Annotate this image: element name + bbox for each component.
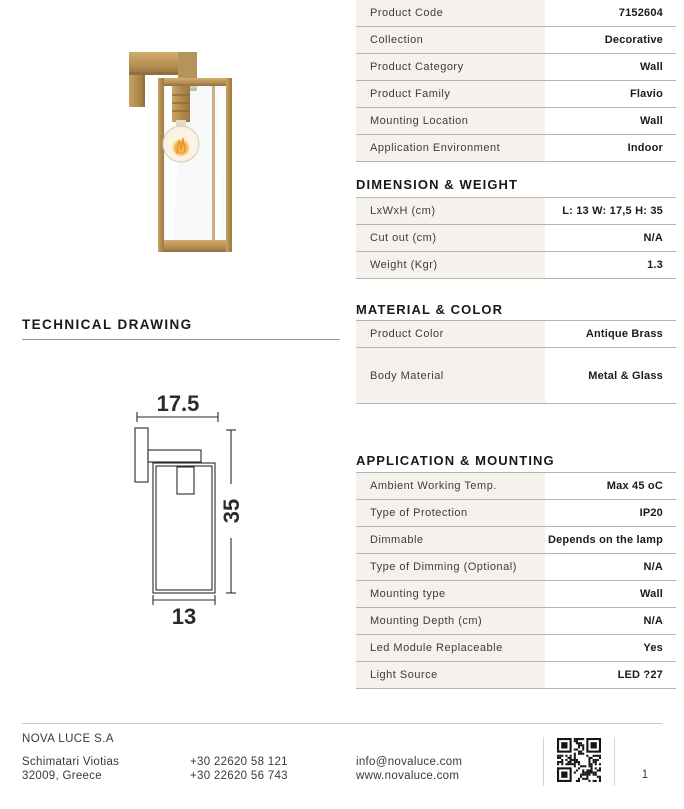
spec-label: Mounting Depth (cm) — [356, 608, 545, 634]
table-row — [356, 473, 676, 500]
page-number: 1 — [641, 769, 649, 781]
spec-value: LED ?27 — [617, 669, 663, 681]
table-row — [356, 581, 676, 608]
table-row — [356, 635, 676, 662]
application-mounting-table — [356, 472, 676, 689]
spec-label: Dimmable — [356, 527, 545, 553]
width-dimension-label: 17.5 — [156, 391, 200, 416]
email-address: info@novaluce.com — [356, 756, 463, 768]
spec-value: Decorative — [604, 34, 663, 46]
dimension-weight-table — [356, 197, 676, 279]
address-line-2: 32009, Greece — [22, 769, 102, 782]
table-row — [356, 198, 676, 225]
product-photo — [95, 22, 265, 292]
dimension-weight-heading: DIMENSION & WEIGHT — [356, 177, 519, 192]
spec-label: Application Environment — [356, 135, 545, 161]
address-line-1: Schimatari Viotias — [22, 756, 120, 768]
website-url: www.novaluce.com — [356, 769, 460, 782]
depth-dimension-label: 13 — [171, 604, 197, 629]
spec-value: N/A — [643, 561, 663, 573]
spec-label: Collection — [356, 27, 545, 53]
technical-drawing-heading: TECHNICAL DRAWING — [22, 317, 340, 340]
company-contacts — [356, 756, 462, 783]
spec-label: LxWxH (cm) — [356, 198, 545, 224]
spec-label: Mounting type — [356, 581, 545, 607]
spec-value: L: 13 W: 17,5 H: 35 — [562, 205, 663, 217]
spec-label: Product Color — [356, 321, 545, 347]
table-row — [356, 554, 676, 581]
table-row — [356, 135, 676, 162]
table-row — [356, 108, 676, 135]
spec-label: Product Code — [356, 0, 545, 26]
qr-code-icon — [557, 738, 601, 782]
spec-value: N/A — [643, 232, 663, 244]
phone-number-2: +30 22620 56 743 — [190, 769, 288, 782]
spec-label: Type of Dimming (Optional) — [356, 554, 545, 580]
dimension-drawing — [108, 378, 253, 633]
table-row — [356, 348, 676, 404]
table-row — [356, 321, 676, 348]
table-row — [356, 54, 676, 81]
spec-value: Indoor — [627, 142, 663, 154]
spec-value: Metal & Glass — [588, 369, 663, 382]
spec-value: Yes — [643, 642, 663, 654]
table-row — [356, 0, 676, 27]
footer-divider-line — [22, 723, 662, 724]
table-row — [356, 27, 676, 54]
table-row — [356, 608, 676, 635]
spec-label: Body Material — [356, 348, 545, 403]
material-color-table — [356, 320, 676, 404]
spec-label: Weight (Kgr) — [356, 252, 545, 278]
spec-label: Product Category — [356, 54, 545, 80]
spec-label: Ambient Working Temp. — [356, 473, 545, 499]
spec-value: Antique Brass — [585, 328, 663, 340]
footer-vertical-divider — [543, 737, 544, 786]
spec-value: Wall — [639, 115, 663, 127]
spec-value: Wall — [639, 588, 663, 600]
table-row — [356, 252, 676, 279]
spec-label: Type of Protection — [356, 500, 545, 526]
product-overview-table — [356, 0, 676, 162]
technical-drawing — [108, 378, 253, 633]
table-row — [356, 527, 676, 554]
table-row — [356, 662, 676, 689]
height-dimension-label: 35 — [219, 498, 244, 524]
spec-label: Light Source — [356, 662, 545, 688]
spec-label: Product Family — [356, 81, 545, 107]
table-row — [356, 225, 676, 252]
material-color-heading: MATERIAL & COLOR — [356, 302, 504, 317]
spec-value: 7152604 — [618, 7, 663, 19]
wall-lamp-photo — [95, 22, 265, 292]
table-row — [356, 81, 676, 108]
spec-label: Mounting Location — [356, 108, 545, 134]
phone-number-1: +30 22620 58 121 — [190, 756, 288, 768]
spec-value: N/A — [643, 615, 663, 627]
spec-label: Led Module Replaceable — [356, 635, 545, 661]
spec-value: Wall — [639, 61, 663, 73]
spec-label: Cut out (cm) — [356, 225, 545, 251]
spec-value: Flavio — [630, 88, 663, 100]
company-phones — [190, 756, 288, 783]
spec-value: Max 45 oC — [606, 480, 663, 492]
table-row — [356, 500, 676, 527]
spec-value: Depends on the lamp — [547, 534, 663, 546]
application-mounting-heading: APPLICATION & MOUNTING — [356, 453, 555, 468]
spec-value: IP20 — [639, 507, 663, 519]
company-address — [22, 756, 119, 783]
company-name: NOVA LUCE S.A — [22, 733, 114, 745]
spec-value: 1.3 — [647, 259, 663, 271]
